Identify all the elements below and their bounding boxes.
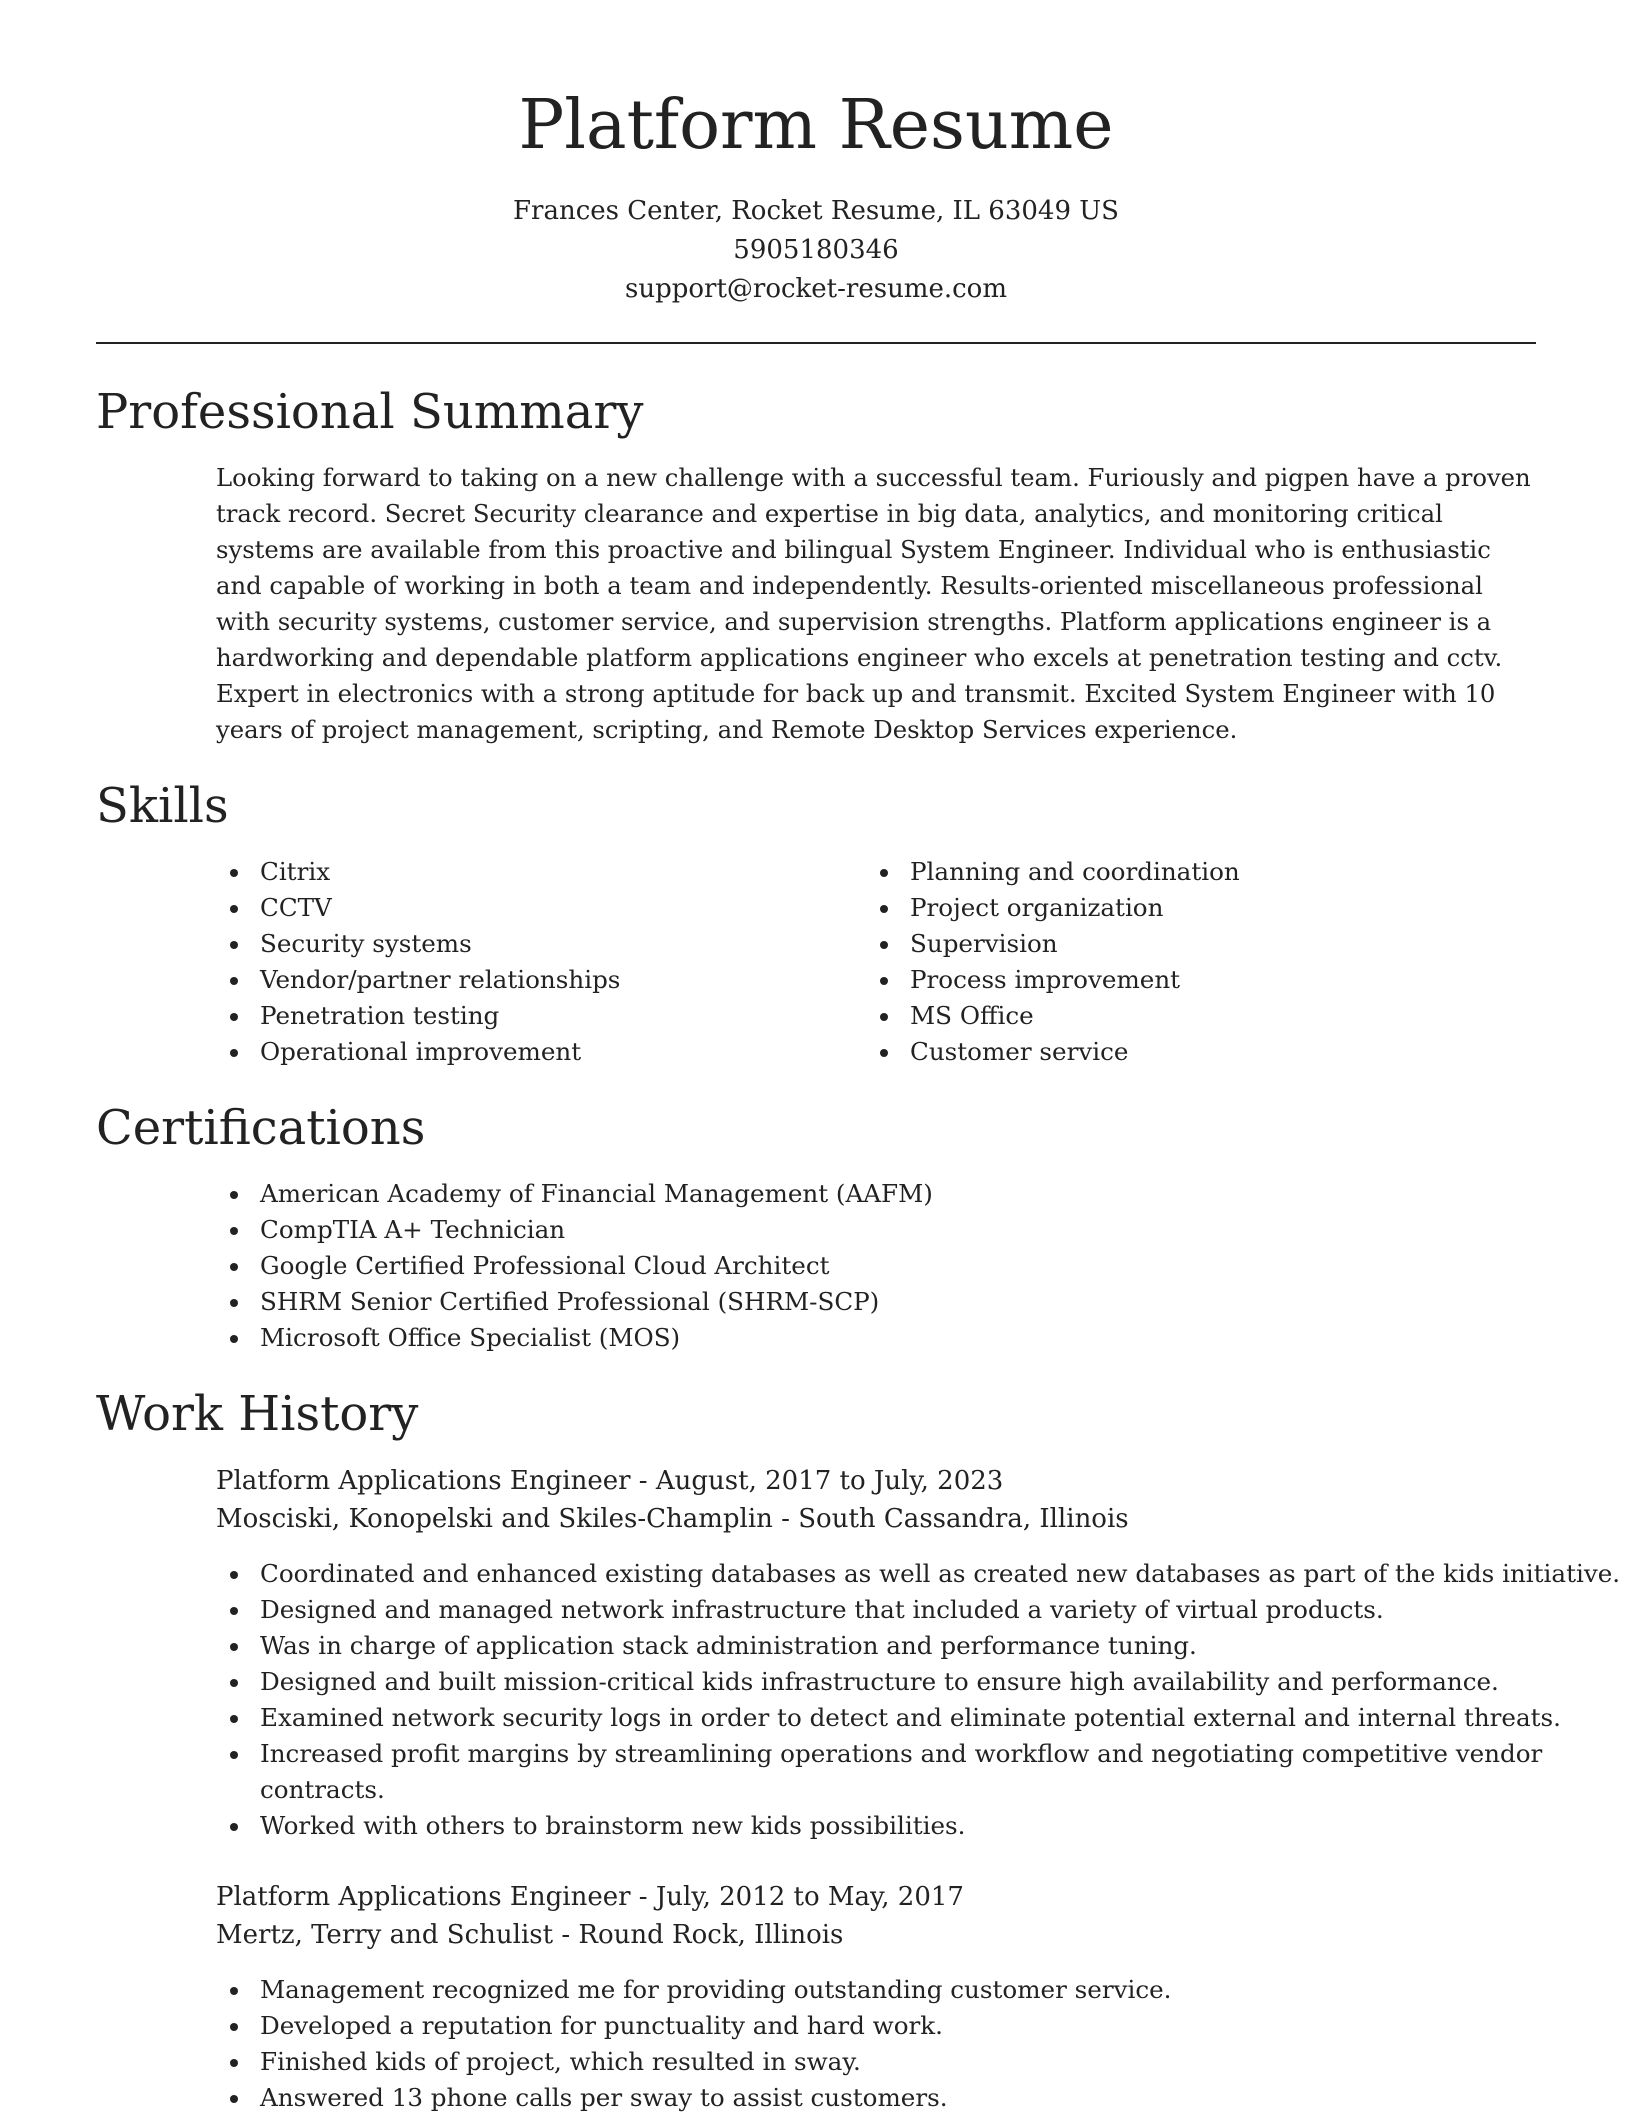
skill-item: CCTV	[216, 890, 836, 926]
job-1-separator: -	[630, 1466, 656, 1496]
job-bullet: Worked with others to brainstorm new kids possibilities.	[216, 1808, 1546, 1844]
job-bullet: Designed and managed network infrastructure that included a variety of virtual products.	[216, 1592, 1546, 1628]
job-2-company: Mertz, Terry and Schulist	[216, 1920, 554, 1950]
job-2-separator: -	[553, 1920, 579, 1950]
certification-item: Google Certified Professional Cloud Architect	[216, 1248, 1516, 1284]
job-2-title: Platform Applications Engineer	[216, 1882, 631, 1912]
job-bullet: Developed a reputation for punctuality and hard work.	[216, 2008, 1546, 2044]
contact-address: Frances Center, Rocket Resume, IL 63049 US	[513, 196, 1119, 226]
skill-item: Operational improvement	[216, 1034, 836, 1070]
resume-name: Platform Resume	[518, 86, 1114, 165]
certifications-heading: Certifications	[96, 1100, 426, 1156]
header-divider	[96, 342, 1536, 344]
certification-item: Microsoft Office Specialist (MOS)	[216, 1320, 1516, 1356]
certification-item: CompTIA A+ Technician	[216, 1212, 1516, 1248]
job-1-dates: August, 2017 to July, 2023	[655, 1466, 1004, 1496]
skill-item: Planning and coordination	[866, 854, 1486, 890]
job-1-separator: -	[772, 1504, 799, 1534]
contact-phone: 5905180346	[733, 235, 899, 265]
job-bullet: Increased profit margins by streamlining operations and workflow and negotiating competitive vendor contracts.	[216, 1736, 1546, 1808]
job-2-dates: July, 2012 to May, 2017	[655, 1882, 964, 1912]
job-2-company-line	[216, 1916, 843, 1954]
job-bullet: Answered 13 phone calls per sway to assist customers.	[216, 2080, 1546, 2116]
job-1-bullets	[216, 1556, 1621, 1844]
job-1-company-line	[216, 1500, 1129, 1538]
job-bullet: Designed and built mission-critical kids infrastructure to ensure high availability and performance.	[216, 1664, 1546, 1700]
certification-item: American Academy of Financial Management (AAFM)	[216, 1176, 1516, 1212]
job-1-location: South Cassandra, Illinois	[798, 1504, 1129, 1534]
skill-item: Supervision	[866, 926, 1486, 962]
skill-item: Process improvement	[866, 962, 1486, 998]
skill-item: Project organization	[866, 890, 1486, 926]
job-1-title: Platform Applications Engineer	[216, 1466, 631, 1496]
job-1-title-line	[216, 1462, 1003, 1500]
skill-item: Vendor/partner relationships	[216, 962, 836, 998]
certifications-list	[216, 1176, 1516, 1356]
job-2-location: Round Rock, Illinois	[578, 1920, 844, 1950]
job-1-company: Mosciski, Konopelski and Skiles-Champlin	[216, 1504, 773, 1534]
skills-list-left	[216, 854, 836, 1070]
skills-list-right	[866, 854, 1486, 1070]
job-2-separator: -	[630, 1882, 656, 1912]
summary-heading: Professional Summary	[96, 384, 644, 440]
skills-heading: Skills	[96, 778, 229, 834]
work-history-heading: Work History	[96, 1386, 419, 1442]
job-bullet: Was in charge of application stack administration and performance tuning.	[216, 1628, 1546, 1664]
job-bullet: Examined network security logs in order to detect and eliminate potential external and internal threats.	[216, 1700, 1546, 1736]
job-bullet: Management recognized me for providing outstanding customer service.	[216, 1972, 1546, 2008]
skill-item: Security systems	[216, 926, 836, 962]
skill-item: Customer service	[866, 1034, 1486, 1070]
certification-item: SHRM Senior Certified Professional (SHRM-SCP)	[216, 1284, 1516, 1320]
contact-email: support@rocket-resume.com	[624, 274, 1007, 304]
summary-text: Looking forward to taking on a new challenge with a successful team. Furiously and pigpen have a proven track record. Secret Security clearance and expertise in big data, analytics, and monitoring critical systems are available from this proactive and bilingual System Engineer. Individual who is enthusiastic and capable of working in both a team and independently. Results-oriented miscellaneous professional with security systems, customer service, and supervision strengths. Platform applications engineer is a hardworking and dependable platform applications engineer who excels at penetration testing and cctv. Expert in electronics with a strong aptitude for back up and transmit. Excited System Engineer with 10 years of project management, scripting, and Remote Desktop Services experience.	[216, 463, 1531, 744]
skill-item: Citrix	[216, 854, 836, 890]
skill-item: MS Office	[866, 998, 1486, 1034]
contact-block	[96, 192, 1536, 309]
skill-item: Penetration testing	[216, 998, 836, 1034]
job-2-title-line	[216, 1878, 964, 1916]
job-2-bullets	[216, 1972, 1546, 2116]
job-bullet: Coordinated and enhanced existing databases as well as created new databases as part of the kids initiative.	[216, 1556, 1546, 1592]
job-bullet: Finished kids of project, which resulted in sway.	[216, 2044, 1546, 2080]
